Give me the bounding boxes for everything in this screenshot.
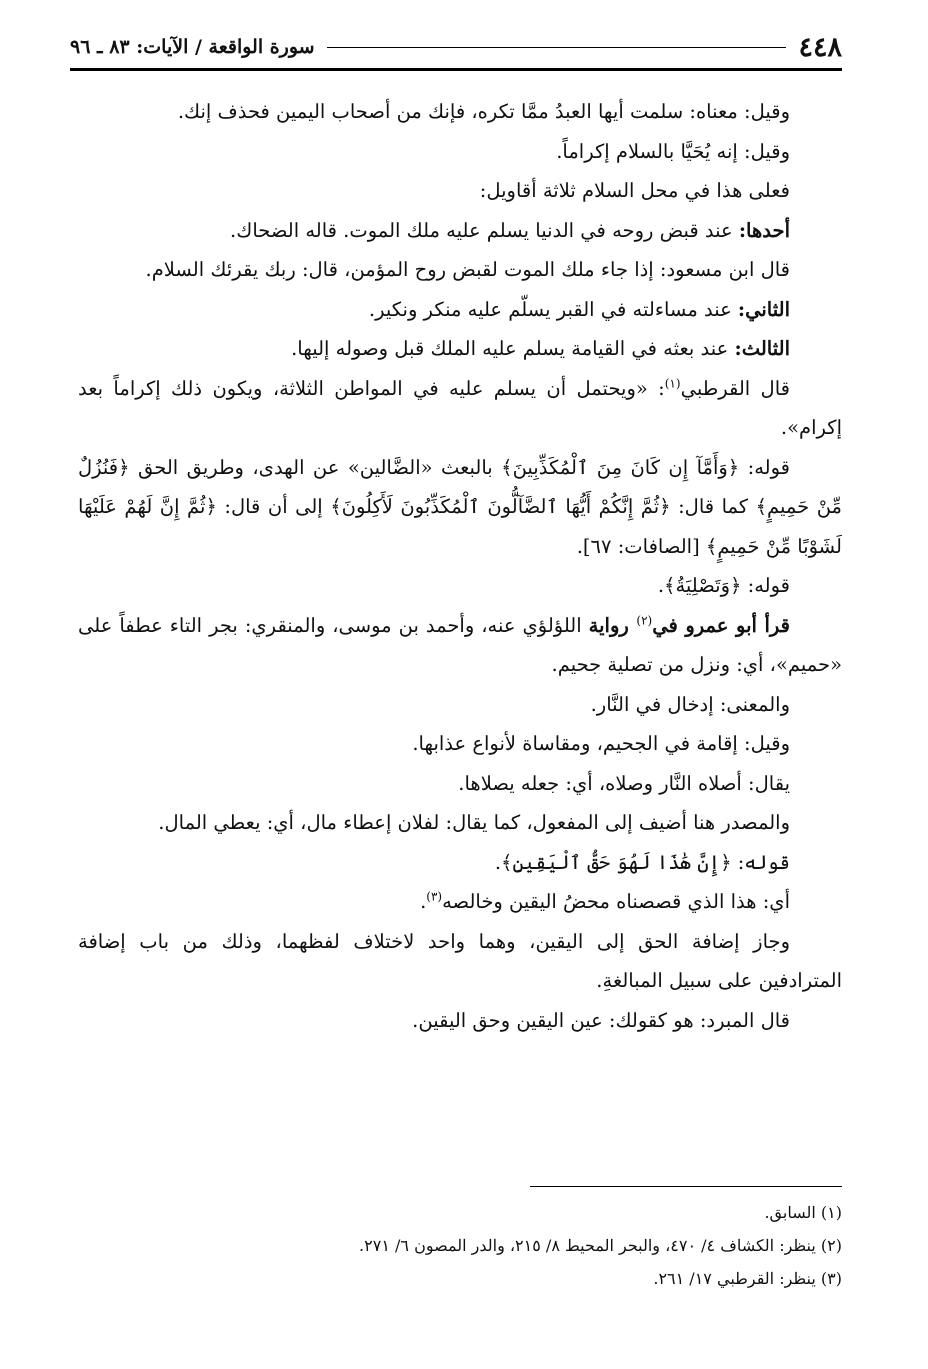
paragraph — [78, 606, 842, 685]
footnote-ref: (١) — [664, 376, 681, 390]
paragraph: قوله: ﴿وَتَصْلِيَةُ﴾. — [657, 574, 790, 597]
paragraph: قال ابن مسعود: إذا جاء ملك الموت لقبض روح المؤمن، قال: ربك يقرئك السلام. — [145, 258, 790, 281]
page-number: ٤٤٨ — [798, 31, 842, 63]
paragraph-text: اللؤلؤي عنه، وأحمد بن موسى، والمنقري: بجر التاء عطفاً على «حميم»، أي: ونزل من تصلية جحيم. — [78, 613, 842, 676]
paragraph: قال المبرد: هو كقولك: عين اليقين وحق اليقين. — [412, 1008, 790, 1032]
page-header — [70, 28, 842, 66]
paragraph-text: : «ويحتمل أن يسلم عليه في المواطن الثلاثة، ويكون ذلك إكراماً بعد إكرام». — [78, 376, 842, 439]
paragraph — [78, 369, 842, 448]
footnote-divider — [530, 1186, 842, 1187]
bold-text: رواية — [588, 613, 637, 637]
paragraph: والمعنى: إدخال في النَّار. — [590, 692, 790, 716]
footnote-ref: (٣) — [426, 889, 443, 904]
paragraph: وقيل: معناه: سلمت أيها العبدُ ممَّا تكره، فإنك من أصحاب اليمين فحذف إنك. — [177, 100, 790, 123]
paragraph-text: عند قبض روحه في الدنيا يسلم عليه ملك الموت. قاله الضحاك. — [230, 218, 739, 242]
paragraph-text: قال القرطبي — [680, 376, 790, 400]
paragraph — [78, 882, 842, 922]
label-second: الثاني: — [737, 297, 790, 321]
paragraph-text: أي: هذا الذي قصصناه محضُ اليقين وخالصه — [442, 890, 790, 913]
label-first: أحدها: — [738, 218, 790, 242]
paragraph — [78, 290, 842, 330]
bold-text: قرأ أبو عمرو في — [652, 613, 791, 637]
paragraph: وقيل: إنه يُحَيَّا بالسلام إكراماً. — [556, 139, 790, 163]
label-third: الثالث: — [734, 337, 790, 360]
paragraph: وجاز إضافة الحق إلى اليقين، وهما واحد لاختلاف لفظهما، وذلك من باب إضافة المترادفين على سبيل المبالغةِ. — [78, 929, 842, 992]
main-text — [78, 92, 842, 1040]
paragraph — [78, 329, 842, 369]
paragraph: قوله: ﴿إِنَّ هَٰذَا لَهُوَ حَقُّ ٱلْيَقِينِ﴾. — [494, 850, 790, 874]
footnote-ref: (٢) — [636, 613, 653, 627]
footnote: (١) السابق. — [764, 1203, 842, 1222]
paragraph: فعلى هذا في محل السلام ثلاثة أقاويل: — [479, 179, 790, 202]
footnote: (٢) ينظر: الكشاف ٤/ ٤٧٠، والبحر المحيط ٨/ ٢١٥، والدر المصون ٦/ ٢٧١. — [359, 1236, 842, 1255]
paragraph: والمصدر هنا أضيف إلى المفعول، كما يقال: لفلان إعطاء مال، أي: يعطي المال. — [158, 811, 790, 834]
paragraph: وقيل: إقامة في الجحيم، ومقاساة لأنواع عذابها. — [412, 732, 790, 755]
paragraph-text: عند بعثه في القيامة يسلم عليه الملك قبل وصوله إليها. — [291, 337, 735, 360]
paragraph — [78, 211, 842, 251]
paragraph: قوله: ﴿وَأَمَّآ إِن كَانَ مِنَ ٱلْمُكَذِّبِينَ﴾ بالبعث «الضَّالين» عن الهدى، وطريق الحق ﴿فَنُزُلٌ مِّنْ حَمِيمٍ﴾ كما قال: ﴿ثُمَّ إِنَّكُمْ أَيُّهَا ٱلضَّآلُّونَ ٱلْمُكَذِّبُونَ لَأَكِلُونَ﴾ إلى أن قال: ﴿ثُمَّ إِنَّ لَهُمْ عَلَيْهَا لَشَوْبًا مِّنْ حَمِيمٍ﴾ [الصافات: ٦٧]. — [78, 455, 842, 558]
footnotes — [78, 1196, 842, 1295]
header-divider — [70, 68, 842, 71]
footnote: (٣) ينظر: القرطبي ١٧/ ٢٦١. — [653, 1269, 842, 1288]
header-rule — [327, 47, 787, 48]
paragraph-text: . — [420, 890, 427, 913]
running-title: سورة الواقعة / الآيات: ٨٣ ـ ٩٦ — [70, 36, 315, 58]
paragraph: يقال: أصلاه النَّار وصلاه، أي: جعله يصلاها. — [458, 771, 790, 795]
paragraph-text: عند مساءلته في القبر يسلّم عليه منكر ونكير. — [368, 297, 738, 321]
